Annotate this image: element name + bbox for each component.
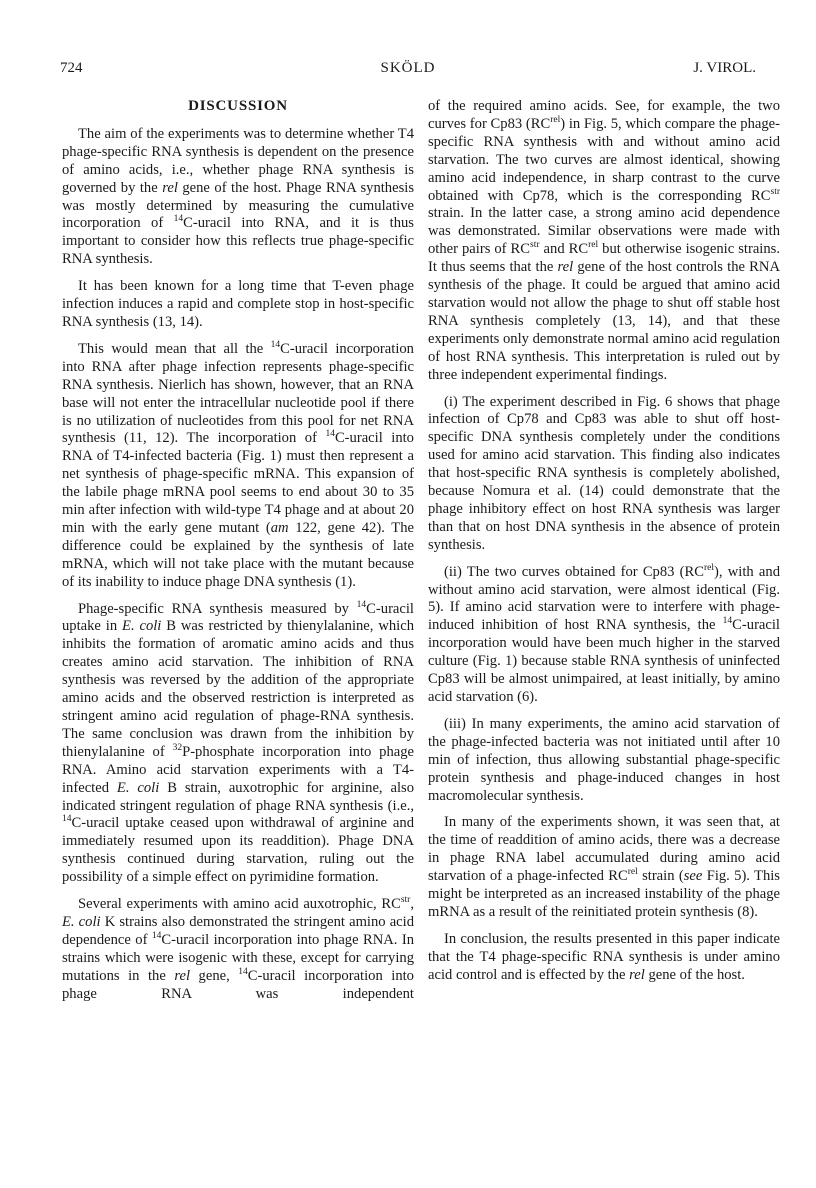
- running-author: SKÖLD: [380, 60, 436, 76]
- paragraph-3: This would mean that all the $^{14}$C-uracil incorporation into RNA after phage infection represents phage-specific RNA synthesis. Nierlich has shown, however, that an RNA base will not enter the intracellular nucleotide pool if there is no utilization of nucleotides from this pool for net RNA synthesis (11, 12). The incorporation of $^{14}$C-uracil into RNA of T4-infected bacteria (Fig. 1) must then represent a net synthesis of phage-specific mRNA. This expansion of the labile phage mRNA pool seems to end about 30 to 35 min after infection with wild-type T4 phage and at about 20 min with the early gene mutant (am 122, gene 42). The difference could be explained by the synthesis of late mRNA, which will not take place with the mutant because of its inability to induce phage DNA synthesis (1).: [62, 340, 414, 590]
- journal-name: J. VIROL.: [693, 60, 756, 76]
- right-column: [428, 98, 780, 994]
- running-head: [60, 60, 756, 80]
- left-column: [62, 98, 414, 1013]
- paragraph-5: Several experiments with amino acid auxotrophic, $RC^{str}$, E. coli K strains also demonstrated the stringent amino acid dependence of $^{14}$C-uracil incorporation into phage RNA. In strains which were isogenic with these, except for carrying mutations in the rel gene, $^{14}$C-uracil incorporation into phage RNA was independent: [62, 895, 415, 1002]
- paragraph-2: It has been known for a long time that T-even phage infection induces a rapid and complete stop in host-specific RNA synthesis (13, 14).: [62, 278, 414, 330]
- paragraph-6: (i) The experiment described in Fig. 6 shows that phage infection of Cp78 and Cp83 was able to shut off host-specific DNA synthesis completely under the conditions used for amino acid starvation. This finding also indicates that host-specific RNA synthesis is completely abolished, because Nomura et al. (14) could demonstrate that the phage inhibitory effect on host RNA synthesis was larger than that on host DNA synthesis in the absence of protein synthesis.: [428, 393, 780, 553]
- paragraph-5-continued: of the required amino acids. See, for example, the two curves for Cp83 $(RC^{rel})$ in Fig. 5, which compare the phage-specific RNA synthesis with and without amino acid starvation. The two curves are almost identical, showing amino acid independence, in sharp contrast to the curve obtained with Cp78, which is the corresponding $RC^{str}$ strain. In the latter case, a strong amino acid dependence was demonstrated. Similar observations were made with other pairs of $RC^{str}$ and $RC^{rel}$ but otherwise isogenic strains. It thus seems that the rel gene of the host controls the RNA synthesis of the phage. It could be argued that amino acid starvation would not allow the phage to shut off stable host RNA synthesis completely (13, 14), and that these experiments only demonstrate normal amino acid regulation of host RNA synthesis. This interpretation is ruled out by three independent experimental findings.: [428, 98, 780, 383]
- paragraph-7: (ii) The two curves obtained for Cp83 $(RC^{rel})$, with and without amino acid starvation, were almost identical (Fig. 5). If amino acid starvation were to interfere with phage-induced inhibition of host RNA synthesis, the $^{14}$C-uracil incorporation would have been much higher in the starved culture (Fig. 1) because stable RNA synthesis of uninfected Cp83 will be almost unimpaired, at least initially, by amino acid starvation (6).: [428, 562, 780, 705]
- page-number: 724: [60, 60, 83, 76]
- paragraph-10: In conclusion, the results presented in this paper indicate that the T4 phage-specific RNA synthesis is under amino acid control and is effected by the rel gene of the host.: [428, 930, 780, 983]
- paragraph-9: In many of the experiments shown, it was seen that, at the time of readdition of amino acids, there was a decrease in phage RNA label accumulated during amino acid starvation of a phage-infected $RC^{rel}$ strain (see Fig. 5). This might be interpreted as an increased instability of the phage mRNA as a result of the reinitiated protein synthesis (8).: [428, 814, 780, 920]
- paragraph-8: (iii) In many experiments, the amino acid starvation of the phage-infected bacteria was not initiated until after 10 min of infection, thus allowing substantial phage-specific protein synthesis and phage-induced changes in host macromolecular synthesis.: [428, 715, 780, 804]
- paragraph-4: Phage-specific RNA synthesis measured by $^{14}$C-uracil uptake in E. coli B was restricted by thienylalanine, which inhibits the formation of aromatic amino acids and thus creates amino acid starvation. The inhibition of RNA synthesis was reversed by the addition of the appropriate amino acids and the observed restriction is interpreted as stringent amino acid regulation of phage-RNA synthesis. The same conclusion was drawn from the inhibition by thienylalanine of $^{32}$P-phosphate incorporation into phage RNA. Amino acid starvation experiments with a T4-infected E. coli B strain, auxotrophic for arginine, also indicated stringent regulation of phage RNA synthesis (i.e., $^{14}$C-uracil uptake ceased upon withdrawal of arginine and immediately resumed upon its readdition). Phage DNA synthesis continued during starvation, ruling out the possibility of a simple effect on pyrimidine formation.: [62, 599, 415, 886]
- paragraph-1: The aim of the experiments was to determine whether T4 phage-specific RNA synthesis is dependent on the presence of amino acids, i.e., whether phage RNA synthesis is governed by the rel gene of the host. Phage RNA synthesis was mostly determined by measuring the cumulative incorporation of $^{14}$C-uracil into RNA, and it is thus important to consider how this reflects true phage-specific RNA synthesis.: [62, 125, 414, 268]
- section-heading: DISCUSSION: [188, 98, 288, 114]
